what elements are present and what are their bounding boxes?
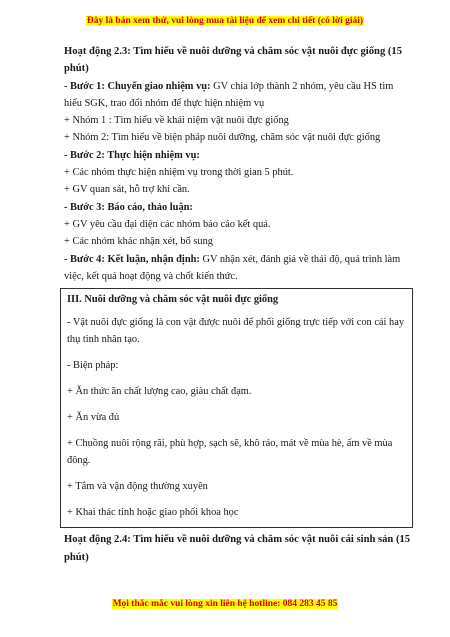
step-3-line-1: + GV yêu cầu đại diện các nhóm báo cáo kết quả. — [64, 218, 271, 230]
step-2-line-2: + GV quan sát, hỗ trợ khi cần. — [64, 184, 190, 196]
group-2-task: + Nhóm 2: Tìm hiểu về biện pháp nuôi dưỡng, chăm sóc vật nuôi đực giống — [64, 132, 381, 144]
step-3-line-2: + Các nhóm khác nhận xét, bổ sung — [64, 236, 213, 248]
step-1-paragraph — [64, 78, 412, 113]
document-body — [64, 43, 412, 566]
hotline-text: Mọi thắc mắc vui lòng xin liên hệ hotline: 084 283 45 85 — [112, 599, 338, 609]
box-line: + Ăn thức ăn chất lượng cao, giàu chất đạm. — [67, 386, 252, 398]
step-1-text: GV chia lớp thành 2 nhóm, yêu cầu HS tìm hiểu SGK, trao đổi nhóm để thực hiện nhiệm vụ — [64, 80, 394, 109]
box-line: + Ăn vừa đủ — [67, 412, 120, 424]
preview-notice-banner — [0, 16, 450, 26]
step-4-label: - Bước 4: Kết luận, nhận định: — [64, 253, 200, 265]
box-title: III. Nuôi dưỡng và chăm sóc vật nuôi đực giống — [67, 294, 279, 306]
hotline-banner — [0, 599, 450, 609]
activity-2-4-title: Hoạt động 2.4: Tìm hiểu về nuôi dưỡng và chăm sóc vật nuôi cái sinh sản (15 phút) — [64, 534, 411, 563]
step-4-paragraph — [64, 251, 412, 286]
group-1-task: + Nhóm 1 : Tìm hiểu về khái niệm vật nuôi đực giống — [64, 115, 289, 127]
box-line: - Vật nuôi đực giống là con vật được nuôi để phối giống trực tiếp với con cái hay thụ tinh nhân tạo. — [67, 317, 405, 346]
activity-2-3-title: Hoạt động 2.3: Tìm hiểu về nuôi dưỡng và chăm sóc vật nuôi đực giống (15 phút) — [64, 46, 403, 75]
preview-notice-text: Đây là bản xem thử, vui lòng mua tài liệu để xem chi tiết (có lời giải) — [86, 16, 364, 26]
step-4-text: GV nhận xét, đánh giá về thái độ, quá trình làm việc, kết quả hoạt động và chốt kiến thức. — [64, 253, 401, 282]
box-line: - Biện pháp: — [67, 360, 119, 372]
step-3-label: - Bước 3: Báo cáo, thảo luận: — [64, 201, 193, 213]
step-1-label: - Bước 1: Chuyển giao nhiệm vụ: — [64, 80, 211, 92]
box-line: + Chuồng nuôi rộng rãi, phù hợp, sạch sẽ, khô ráo, mát về mùa hè, ấm về mùa đông. — [67, 438, 393, 467]
box-line: + Tắm và vận động thường xuyên — [67, 481, 208, 493]
step-2-label: - Bước 2: Thực hiện nhiệm vụ: — [64, 149, 200, 161]
knowledge-summary-box — [60, 288, 413, 528]
step-2-line-1: + Các nhóm thực hiện nhiệm vụ trong thời gian 5 phút. — [64, 167, 294, 179]
box-line: + Khai thác tinh hoặc giao phối khoa học — [67, 507, 239, 519]
